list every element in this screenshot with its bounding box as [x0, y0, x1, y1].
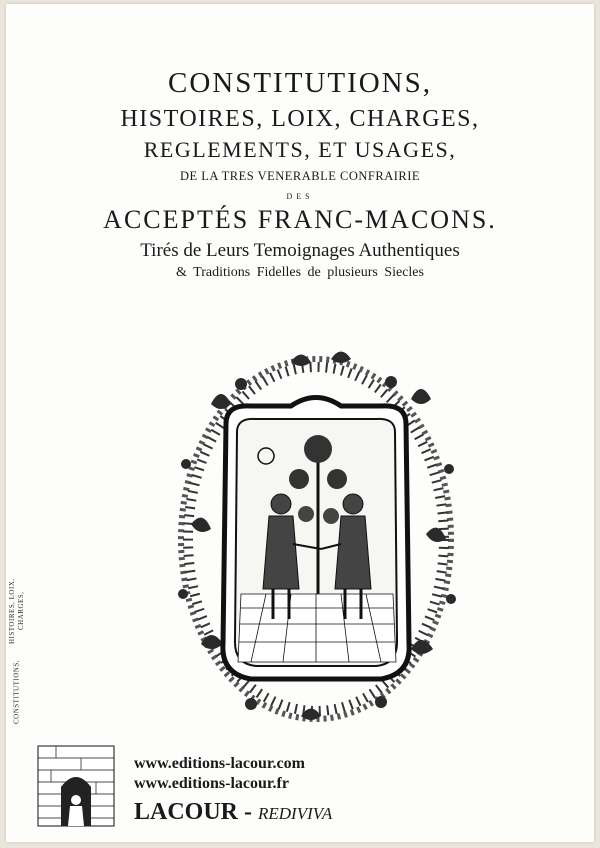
brand-separator: - — [238, 799, 259, 825]
publisher-brand — [134, 798, 332, 828]
title-line-6: ACCEPTÉS FRANC-MACONS. — [103, 205, 497, 234]
spine-line-2: HISTOIRES, LOIX, CHARGES, — [8, 578, 25, 644]
publisher-url-fr[interactable]: www.editions-lacour.fr — [134, 775, 289, 792]
publisher-name: LACOUR — [134, 799, 239, 825]
spine-line-1: CONSTITUTIONS, — [12, 660, 21, 724]
publisher-url-com[interactable]: www.editions-lacour.com — [134, 755, 305, 772]
publisher-block — [134, 754, 332, 828]
publisher-logo — [36, 742, 116, 830]
title-line-3: REGLEMENTS, ET USAGES, — [143, 137, 457, 162]
title-line-2: HISTOIRES, LOIX, CHARGES, — [120, 106, 480, 132]
spine-text — [6, 564, 28, 724]
title-line-1: CONSTITUTIONS, — [167, 67, 433, 99]
engraving-illustration — [171, 344, 461, 729]
title-line-4: DE LA TRES VENERABLE CONFRAIRIE — [179, 169, 421, 183]
title-line-8: & Traditions Fidelles de plusieurs Siecles — [176, 265, 424, 280]
checkered-floor — [238, 594, 396, 662]
book-cover — [6, 4, 594, 842]
title-block — [6, 66, 594, 282]
title-line-7: Tirés de Leurs Temoignages Authentiques — [140, 240, 460, 261]
publisher-series: REDIVIVA — [258, 804, 333, 823]
title-line-5: DES — [286, 192, 314, 201]
